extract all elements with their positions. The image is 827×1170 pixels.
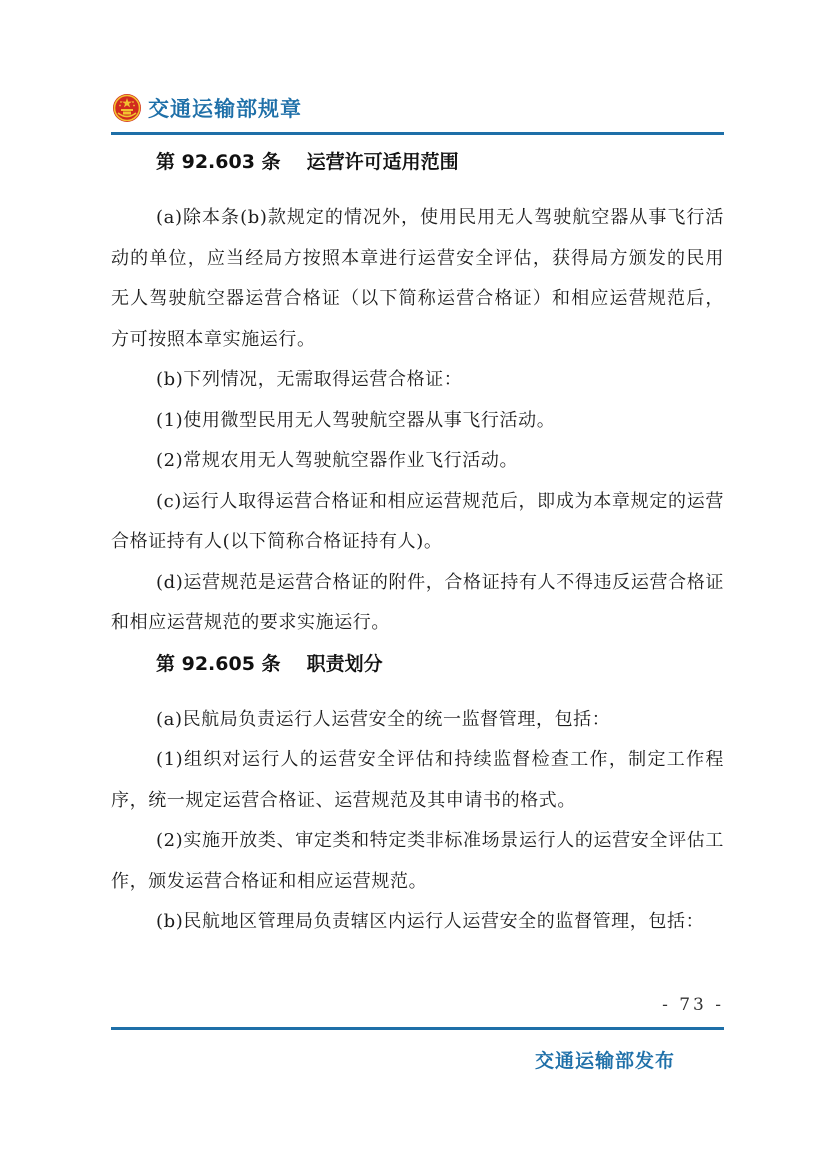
- paragraph: (a)除本条(b)款规定的情况外，使用民用无人驾驶航空器从事飞行活动的单位，应当经局方按照本章进行运营安全评估，获得局方颁发的民用无人驾驶航空器运营合格证（以下简称运营合格证）和相应运营规范后，方可按照本章实施运行。: [111, 207, 724, 350]
- article-title: 职责划分: [306, 652, 383, 675]
- article-number: 第 92.603 条: [156, 151, 281, 173]
- paragraph: (a)民航局负责运行人运营安全的统一监督管理，包括：: [156, 708, 611, 730]
- paragraph: (2)常规农用无人驾驶航空器作业飞行活动。: [156, 450, 519, 471]
- footer-divider: [111, 1027, 724, 1030]
- article-number: 第 92.605 条: [156, 652, 281, 675]
- footer-publisher: 交通运输部发布: [534, 1050, 675, 1072]
- paragraph: (b)民航地区管理局负责辖区内运行人运营安全的监督管理，包括：: [156, 911, 705, 932]
- header-title: 交通运输部规章: [148, 97, 302, 121]
- paragraph: (2)实施开放类、审定类和特定类非标准场景运行人的运营安全评估工作，颁发运营合格证和相应运营规范。: [111, 830, 724, 892]
- page-header: [112, 88, 302, 128]
- article-heading: [111, 142, 724, 182]
- paragraph: (1)组织对运行人的运营安全评估和持续监督检查工作，制定工作程序，统一规定运营合格证、运营规范及其申请书的格式。: [111, 749, 724, 811]
- paragraph: (b)下列情况，无需取得运营合格证：: [156, 369, 463, 390]
- page-number: - 73 -: [662, 995, 724, 1015]
- national-emblem-icon: [112, 93, 142, 123]
- article-title: 运营许可适用范围: [306, 151, 459, 173]
- document-body: [111, 142, 724, 943]
- paragraph: (c)运行人取得运营合格证和相应运营规范后，即成为本章规定的运营合格证持有人(以下简称合格证持有人)。: [111, 490, 724, 552]
- header-divider: [111, 132, 724, 135]
- paragraph: (1)使用微型民用无人驾驶航空器从事飞行活动。: [156, 409, 556, 431]
- article-heading: [111, 644, 724, 684]
- paragraph: (d)运营规范是运营合格证的附件，合格证持有人不得违反运营合格证和相应运营规范的要求实施运行。: [111, 571, 724, 633]
